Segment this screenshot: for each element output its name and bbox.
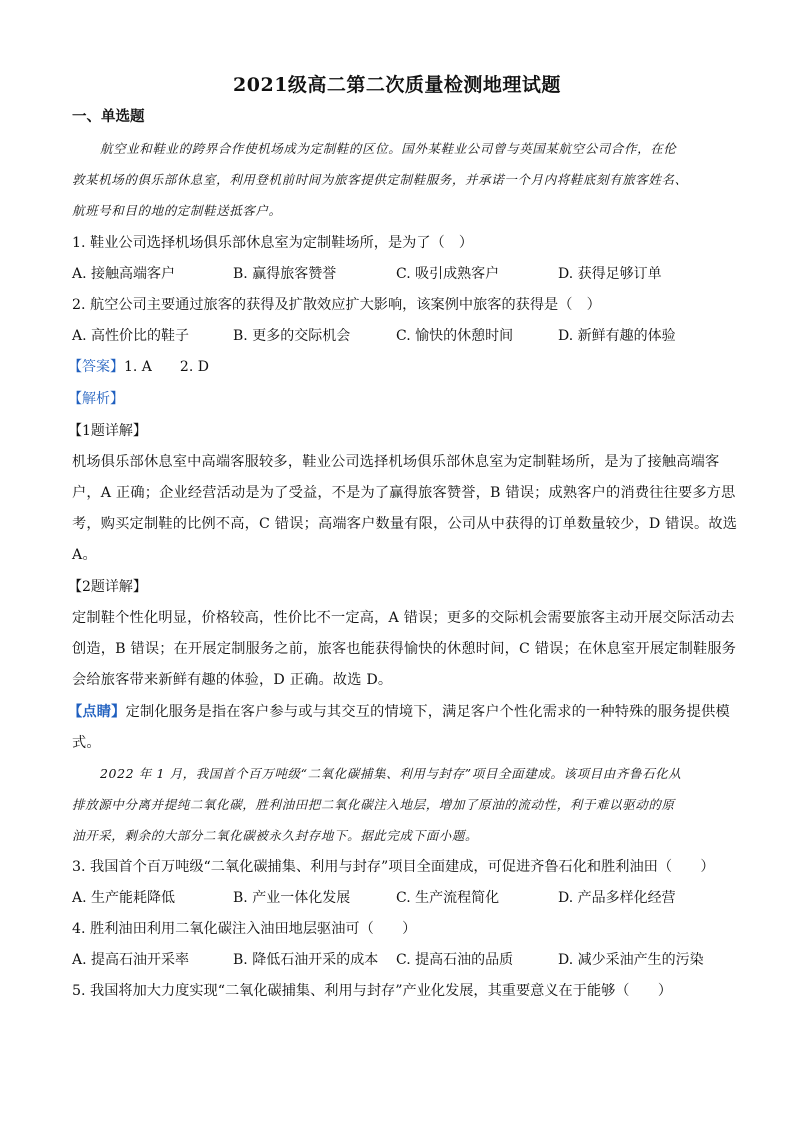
question-4-option-a: A. 提高石油开采率 <box>72 952 190 968</box>
tip-text-1: 定制化服务是指在客户参与或与其交互的情境下，满足客户个性化需求的一种特殊的服务提供模 <box>125 704 730 720</box>
question-1-option-b: B. 赢得旅客赞誉 <box>233 266 337 282</box>
question-1-stem: 1. 鞋业公司选择机场俱乐部休息室为定制鞋场所，是为了（ ） <box>72 235 474 251</box>
question-1-option-c: C. 吸引成熟客户 <box>396 266 500 282</box>
passage1-line-1: 航空业和鞋业的跨界合作使机场成为定制鞋的区位。国外某鞋业公司曾与英国某航空公司合作，在伦 <box>100 141 677 156</box>
detail-1-line-2: 户，A 正确；企业经营活动是为了受益，不是为了赢得旅客赞誉，B 错误；成熟客户的消费往往要多方思 <box>72 485 736 501</box>
analysis-label: 【解析】 <box>68 391 124 407</box>
detail-1-line-3: 考，购买定制鞋的比例不高，C 错误；高端客户数量有限，公司从中获得的订单数量较少，D 错误。故选 <box>72 516 738 532</box>
passage2-line-2: 排放源中分离并提纯二氧化碳，胜利油田把二氧化碳注入地层，增加了原油的流动性，利于难以驱动的原 <box>72 797 675 812</box>
section-heading: 一、单选题 <box>72 108 145 125</box>
question-3-option-b: B. 产业一体化发展 <box>233 890 351 906</box>
question-5-stem: 5. 我国将加大力度实现“二氧化碳捕集、利用与封存”产业化发展，其重要意义在于能够（ ） <box>72 983 673 999</box>
passage1-line-2: 敦某机场的俱乐部休息室，利用登机前时间为旅客提供定制鞋服务，并承诺一个月内将鞋底刻有旅客姓名、 <box>72 172 688 187</box>
question-2-option-c: C. 愉快的休憩时间 <box>396 328 514 344</box>
question-4-option-c: C. 提高石油的品质 <box>396 952 514 968</box>
question-2-option-b: B. 更多的交际机会 <box>233 328 351 344</box>
question-3-option-d: D. 产品多样化经营 <box>558 890 676 906</box>
question-3-stem: 3. 我国首个百万吨级“二氧化碳捕集、利用与封存”项目全面建成，可促进齐鲁石化和胜利油田（ ） <box>72 859 715 875</box>
tip-line-2: 式。 <box>72 735 101 751</box>
question-3-option-a: A. 生产能耗降低 <box>72 890 176 906</box>
question-2-stem: 2. 航空公司主要通过旅客的获得及扩散效应扩大影响，该案例中旅客的获得是（ ） <box>72 297 601 313</box>
tip-line-1 <box>68 702 730 722</box>
page-title: 2021级高二第二次质量检测地理试题 <box>233 74 561 96</box>
question-2-option-a: A. 高性价比的鞋子 <box>72 328 190 344</box>
detail-2-label: 【2题详解】 <box>68 579 147 595</box>
tip-label: 【点睛】 <box>68 704 126 720</box>
detail-1-line-4: A。 <box>72 547 97 563</box>
passage2-line-1: 2022 年 1 月，我国首个百万吨级“二氧化碳捕集、利用与封存”项目全面建成。该项目由齐鲁石化从 <box>100 766 682 781</box>
question-3-option-c: C. 生产流程简化 <box>396 890 500 906</box>
detail-1-label: 【1题详解】 <box>68 423 147 439</box>
question-1-option-a: A. 接触高端客户 <box>72 266 176 282</box>
question-4-stem: 4. 胜利油田利用二氧化碳注入油田地层驱油可（ ） <box>72 921 417 937</box>
detail-1-line-1: 机场俱乐部休息室中高端客服较多，鞋业公司选择机场俱乐部休息室为定制鞋场所，是为了接触高端客 <box>72 454 720 470</box>
question-1-option-d: D. 获得足够订单 <box>558 266 662 282</box>
detail-2-line-1: 定制鞋个性化明显，价格较高，性价比不一定高，A 错误；更多的交际机会需要旅客主动开展交际活动去 <box>72 610 735 626</box>
answer-value-1: 1. A <box>124 359 152 375</box>
question-4-option-d: D. 减少采油产生的污染 <box>558 952 704 968</box>
detail-2-line-2: 创造，B 错误；在开展定制服务之前，旅客也能获得愉快的休憩时间，C 错误；在休息室开展定制鞋服务 <box>72 641 737 657</box>
answer-line <box>68 357 209 377</box>
question-2-option-d: D. 新鲜有趣的体验 <box>558 328 676 344</box>
answer-label: 【答案】 <box>68 359 124 375</box>
passage1-line-3: 航班号和目的地的定制鞋送抵客户。 <box>72 203 282 218</box>
passage2-line-3: 油开采，剩余的大部分二氧化碳被永久封存地下。据此完成下面小题。 <box>72 828 479 843</box>
detail-2-line-3: 会给旅客带来新鲜有趣的体验，D 正确。故选 D。 <box>72 672 393 688</box>
question-4-option-b: B. 降低石油开采的成本 <box>233 952 379 968</box>
answer-value-2: 2. D <box>179 359 209 375</box>
